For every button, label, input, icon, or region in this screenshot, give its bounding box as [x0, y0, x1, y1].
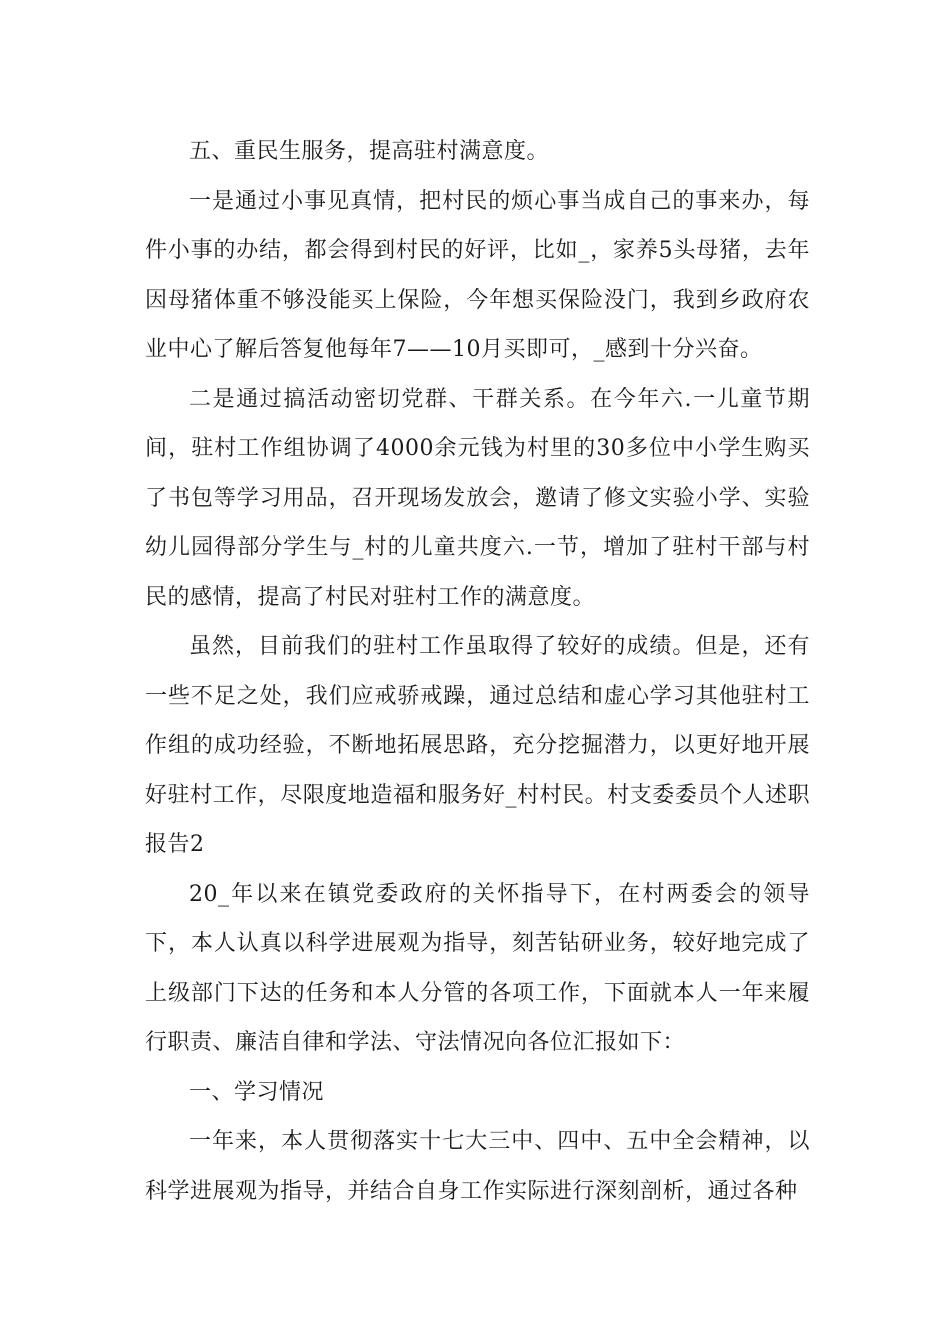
paragraph-study: 一年来，本人贯彻落实十七大三中、四中、五中全会精神，以科学进展观为指导，并结合自身工作实际进行深刻剖析，通过各种 [145, 1129, 810, 1204]
section-heading-study: 一、学习情况 [189, 1079, 325, 1105]
paragraph-shortcomings: 虽然，目前我们的驻村工作虽取得了较好的成绩。但是，还有一些不足之处，我们应戒骄戒躁，通过总结和虚心学习其他驻村工作组的成功经验，不断地拓展思路，充分挖掘潜力，以更好地开展好驻村工作，尽限度地造福和服务好_村村民。村支委委员个人述职报告2 [145, 634, 810, 857]
paragraph-activities: 二是通过搞活动密切党群、干群关系。在今年六.一儿童节期间，驻村工作组协调了4000余元钱为村里的30多位中小学生购买了书包等学习用品，召开现场发放会，邀请了修文实验小学、实验幼儿园得部分学生与_村的儿童共度六.一节，增加了驻村干部与村民的感情，提高了村民对驻村工作的满意度。 [145, 386, 810, 610]
paragraph-small-matters: 一是通过小事见真情，把村民的烦心事当成自己的事来办，每件小事的办结，都会得到村民的好评，比如_，家养5头母猪，去年因母猪体重不够没能买上保险，今年想买保险没门，我到乡政府农业中心了解后答复他每年7——10月买即可，_感到十分兴奋。 [145, 188, 810, 362]
section-heading-livelihood: 五、重民生服务，提高驻村满意度。 [189, 139, 550, 164]
document-body [145, 127, 810, 1216]
paragraph-report-intro: 20_年以来在镇党委政府的关怀指导下，在村两委会的领导下，本人认真以科学进展观为指导，刻苦钻研业务，较好地完成了上级部门下达的任务和本人分管的各项工作，下面就本人一年来履行职责、廉洁自律和学法、守法情况向各位汇报如下： [145, 881, 810, 1055]
